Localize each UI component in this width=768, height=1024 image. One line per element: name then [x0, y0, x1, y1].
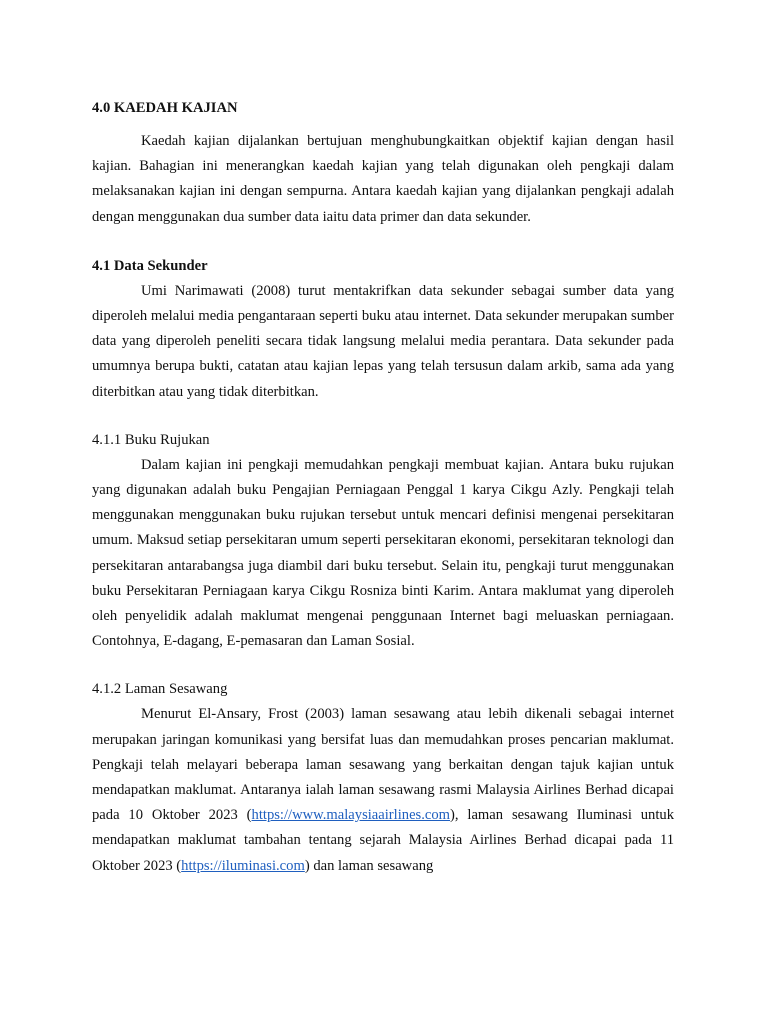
paragraph-text-part-1: Menurut El-Ansary, Frost (2003) laman sesawang atau lebih dikenali sebagai internet merupakan jaringan komunikasi yang bersifat luas dan memudahkan proses pencarian maklumat. Pengkaji telah melayari beberapa laman sesawang yang berkaitan dengan tajuk kajian untuk mendapatkan maklumat. Antaranya ialah laman sesawang rasmi Malaysia Airlines Berhad dicapai pada 10 Oktober 2023 (	[92, 706, 674, 824]
spacer	[92, 230, 674, 254]
document-body	[92, 96, 674, 879]
paragraph-data-sekunder: Umi Narimawati (2008) turut mentakrifkan data sekunder sebagai sumber data yang diperoleh melalui media pengantaraan seperti buku atau internet. Data sekunder merupakan sumber data yang diperoleh peneliti secara tidak langsung melalui media perantara. Data sekunder pada umumnya berupa bukti, catatan atau kajian lepas yang telah tersusun dalam arkib, sama ada yang diterbitkan atau yang tidak diterbitkan.	[92, 282, 674, 400]
paragraph-text-part-2: ), laman sesawang Iluminasi untuk mendapatkan maklumat tambahan tentang sejarah Malaysia Airlines Berhad dicapai pada 11 Oktober 2023 (	[92, 807, 674, 874]
section-heading-4-1: 4.1 Data Sekunder	[92, 257, 208, 274]
paragraph-text-part-3: ) dan laman sesawang	[304, 857, 434, 874]
section-heading-4-1-1: 4.1.1 Buku Rujukan	[92, 431, 210, 448]
section-heading-4-0: 4.0 KAEDAH KAJIAN	[92, 100, 238, 116]
spacer	[92, 405, 674, 428]
paragraph-kaedah-kajian: Kaedah kajian dijalankan bertujuan menghubungkaitkan objektif kajian dengan hasil kajian. Bahagian ini menerangkan kaedah kajian yang telah digunakan oleh pengkaji dalam melaksanakan kajian ini dengan sempurna. Antara kaedah kajian yang dijalankan pengkaji adalah dengan menggunakan dua sumber data iaitu data primer dan data sekunder.	[92, 133, 674, 225]
malaysia-airlines-link[interactable]: https://www.malaysiaairlines.com	[251, 807, 451, 824]
paragraph-laman-sesawang	[92, 702, 674, 878]
iluminasi-link[interactable]: https://iluminasi.com	[181, 857, 305, 874]
paragraph-buku-rujukan: Dalam kajian ini pengkaji memudahkan pengkaji membuat kajian. Antara buku rujukan yang digunakan adalah buku Pengajian Perniagaan Penggal 1 karya Cikgu Azly. Pengkaji telah menggunakan menggunakan buku rujukan tersebut untuk mencari definisi mengenai persekitaran umum. Maksud setiap persekitaran umum seperti persekitaran ekonomi, persekitaran teknologi dan persekitaran antarabangsa juga diambil dari buku tersebut. Selain itu, pengkaji turut menggunakan buku Persekitaran Perniagaan karya Cikgu Rosniza binti Karim. Antara maklumat yang diperoleh oleh penyelidik adalah maklumat mengenai penggunaan Internet bagi meluaskan perniagaan. Contohnya, E-dagang, E-pemasaran dan Laman Sosial.	[92, 456, 674, 650]
section-heading-4-1-2: 4.1.2 Laman Sesawang	[92, 681, 228, 698]
spacer	[92, 654, 674, 677]
